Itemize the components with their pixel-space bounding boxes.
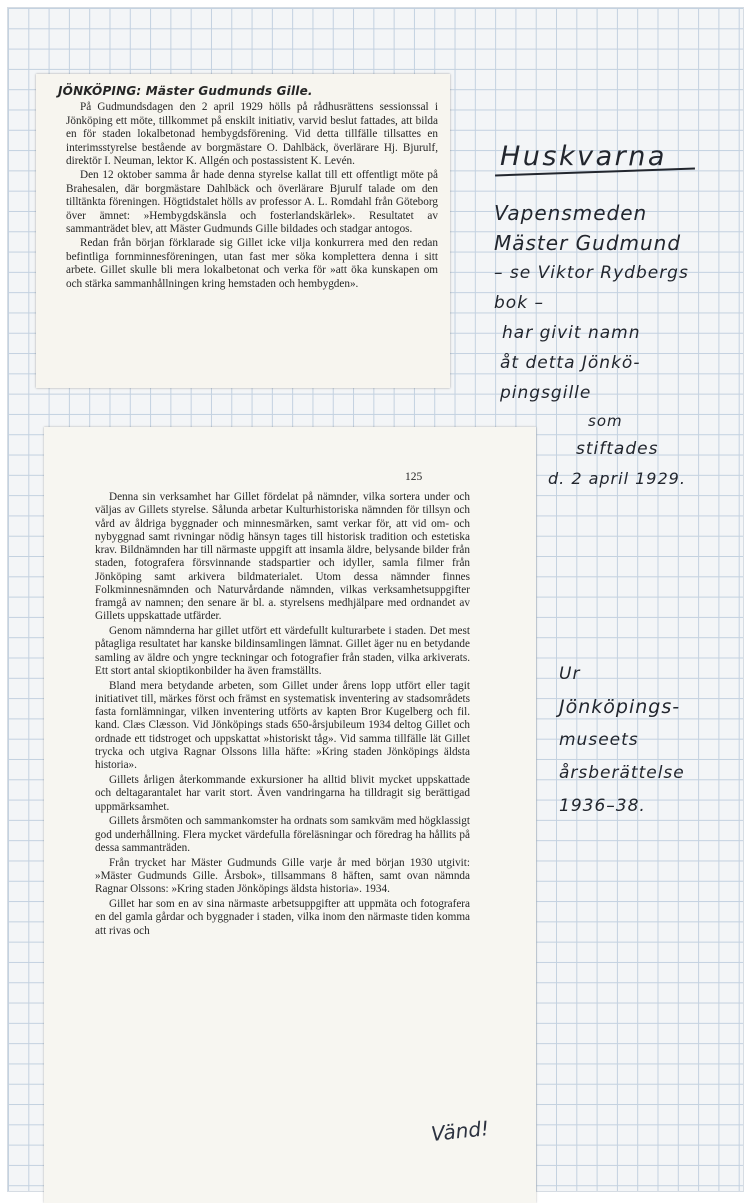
clipping-heading: JÖNKÖPING: Mäster Gudmunds Gille. <box>58 84 313 98</box>
note-line: Vapensmeden <box>494 201 648 225</box>
note-line: d. 2 april 1929. <box>548 469 686 488</box>
handwritten-note-source <box>559 658 685 823</box>
page-paragraph: Gillet har som en av sina närmaste arbetsuppgifter att uppmäta och fotografera en del gamla gårdar och byggnader i staden, vilka inom den närmaste tiden komma att rivas och <box>95 898 470 937</box>
page-number: 125 <box>405 471 423 483</box>
clipping-paragraph: På Gudmundsdagen den 2 april 1929 hölls på rådhusrättens sessionssal i Jönköping ett möte, tillkommet på enskilt initiativ, varvid beslut fattades, att bilda en för staden lokalbetonad hembygdsförening. Vid detta tillfälle tillsattes en interimsstyrelse bestående av borgmästare O. Dahlbäck, överlärare Hj. Bjurulf, direktör I. Neuman, lektor K. Allgén och postassistent K. Levén. <box>66 101 438 168</box>
note-line: har givit namn <box>502 323 641 343</box>
clipping-paragraph: Den 12 oktober samma år hade denna styrelse kallat till ett offentligt möte på Brahesalen, där borgmästare Dahlbäck och överlärare Bjurulf talade om den tilltänkta föreningen. Högtidstalet hölls av professor A. L. Romdahl från Göteborg över ämnet: »Hembygdskänsla och fosterlandskärlek». Resultatet av sammanträdet blev, att Mäster Gudmunds Gille bildades och stadgar antogos. <box>66 169 438 236</box>
clipping-paragraph: Redan från början förklarade sig Gillet icke vilja konkurrera med den redan befintliga fornminnesföreningen, utan fast mer söka komplettera denna i sitt arbete. Gillet skulle bli mera lokalbetonat och verka för »att öka kunskapen om och stärka sammanhållningen kring hemstaden och hembygden». <box>66 237 438 290</box>
note-line: Mäster Gudmund <box>494 231 682 255</box>
note-line: bok – <box>494 293 544 313</box>
note-line: museets <box>559 730 639 750</box>
note-line: Ur <box>559 664 581 684</box>
page-paragraph: Denna sin verksamhet har Gillet fördelat på nämnder, vilka sortera under och väljas av Gillets styrelse. Sålunda arbetar Kulturhistoriska nämnden för tillsyn och vård av åldriga byggnader och minnesmärken, samt verkar för, att vid om- och nybyggnad samt rivningar nödig hänsyn tages till historisk tradition och estetiska krav. Bildnämnden har till närmaste uppgift att insamla äldre, belysande bilder från staden, fotografera försvinnande stadspartier och idyller, samla filmer från Jönköping samt arkivera bildmaterialet. Utom dessa nämnder finnes Folkminnesnämnden och Naturvårdande nämnden, vilkas verksamhetsuppgifter framgå av namnen; den senare är bl. a. styrelsens medhjälpare med ordnandet av Gillets uppskattade utfärder. <box>95 491 470 623</box>
newspaper-clipping-top <box>36 74 450 388</box>
note-line: som <box>588 412 623 430</box>
page-body <box>95 491 470 939</box>
note-line: – se Viktor Rydbergs <box>494 263 689 283</box>
grid-paper-sheet <box>8 8 743 1191</box>
book-page-clipping <box>44 427 536 1203</box>
page-paragraph: Bland mera betydande arbeten, som Gillet under årens lopp utfört eller tagit initiativet till, märkes först och främst en systematisk inventering av stadsområdets fasta fornlämningar, vilken inventering utförts av kapten Bror Kugelberg och fil. kand. Clæs Clæsson. Vid Jönköpings stads 650-årsjubileum 1934 deltog Gillet och ordnade ett tidstroget och uppskattat »historiskt tåg». Vid samma tillfälle lät Gillet trycka och utgiva Ragnar Olssons lilla häfte: »Kring staden Jönköpings äldsta historia». <box>95 679 470 772</box>
handwritten-note-origin <box>494 198 689 494</box>
note-line: åt detta Jönkö- <box>500 353 641 373</box>
note-line: årsberättelse <box>559 763 685 783</box>
page-paragraph: Gillets årsmöten och sammankomster ha ordnats som samkväm med högklassigt god underhållning. Flera mycket värdefulla föreläsningar och föredrag ha hållits på dessa sammanträden. <box>95 815 470 854</box>
note-line: 1936–38. <box>559 796 646 816</box>
page-paragraph: Gillets årligen återkommande exkursioner ha alltid blivit mycket uppskattade och deltagarantalet har varit stort. Även vandringarna ha tilldragit sig berättigad uppmärksamhet. <box>95 774 470 813</box>
handwritten-title: Huskvarna <box>500 141 667 172</box>
note-line: stiftades <box>576 439 659 459</box>
handwritten-turn-over-note: Vänd! <box>429 1116 491 1146</box>
page-paragraph: Genom nämnderna har gillet utfört ett värdefullt kulturarbete i staden. Det mest påtagliga resultatet har kanske bildinsamlingen lämnat. Gillet äger nu en betydande samling av äldre och yngre teckningar och fotografier från staden, vilka arkiverats. Ett stort antal skioptikonbilder ha även framställts. <box>95 625 470 677</box>
note-line: Jönköpings- <box>559 696 681 718</box>
note-line: pingsgille <box>500 383 592 403</box>
page-paragraph: Från trycket har Mäster Gudmunds Gille varje år med början 1930 utgivit: »Mäster Gudmunds Gille. Årsbok», tillsammans 8 häften, samt ovan nämnda Ragnar Olssons: »Kring staden Jönköpings äldsta historia». 1934. <box>95 856 470 896</box>
